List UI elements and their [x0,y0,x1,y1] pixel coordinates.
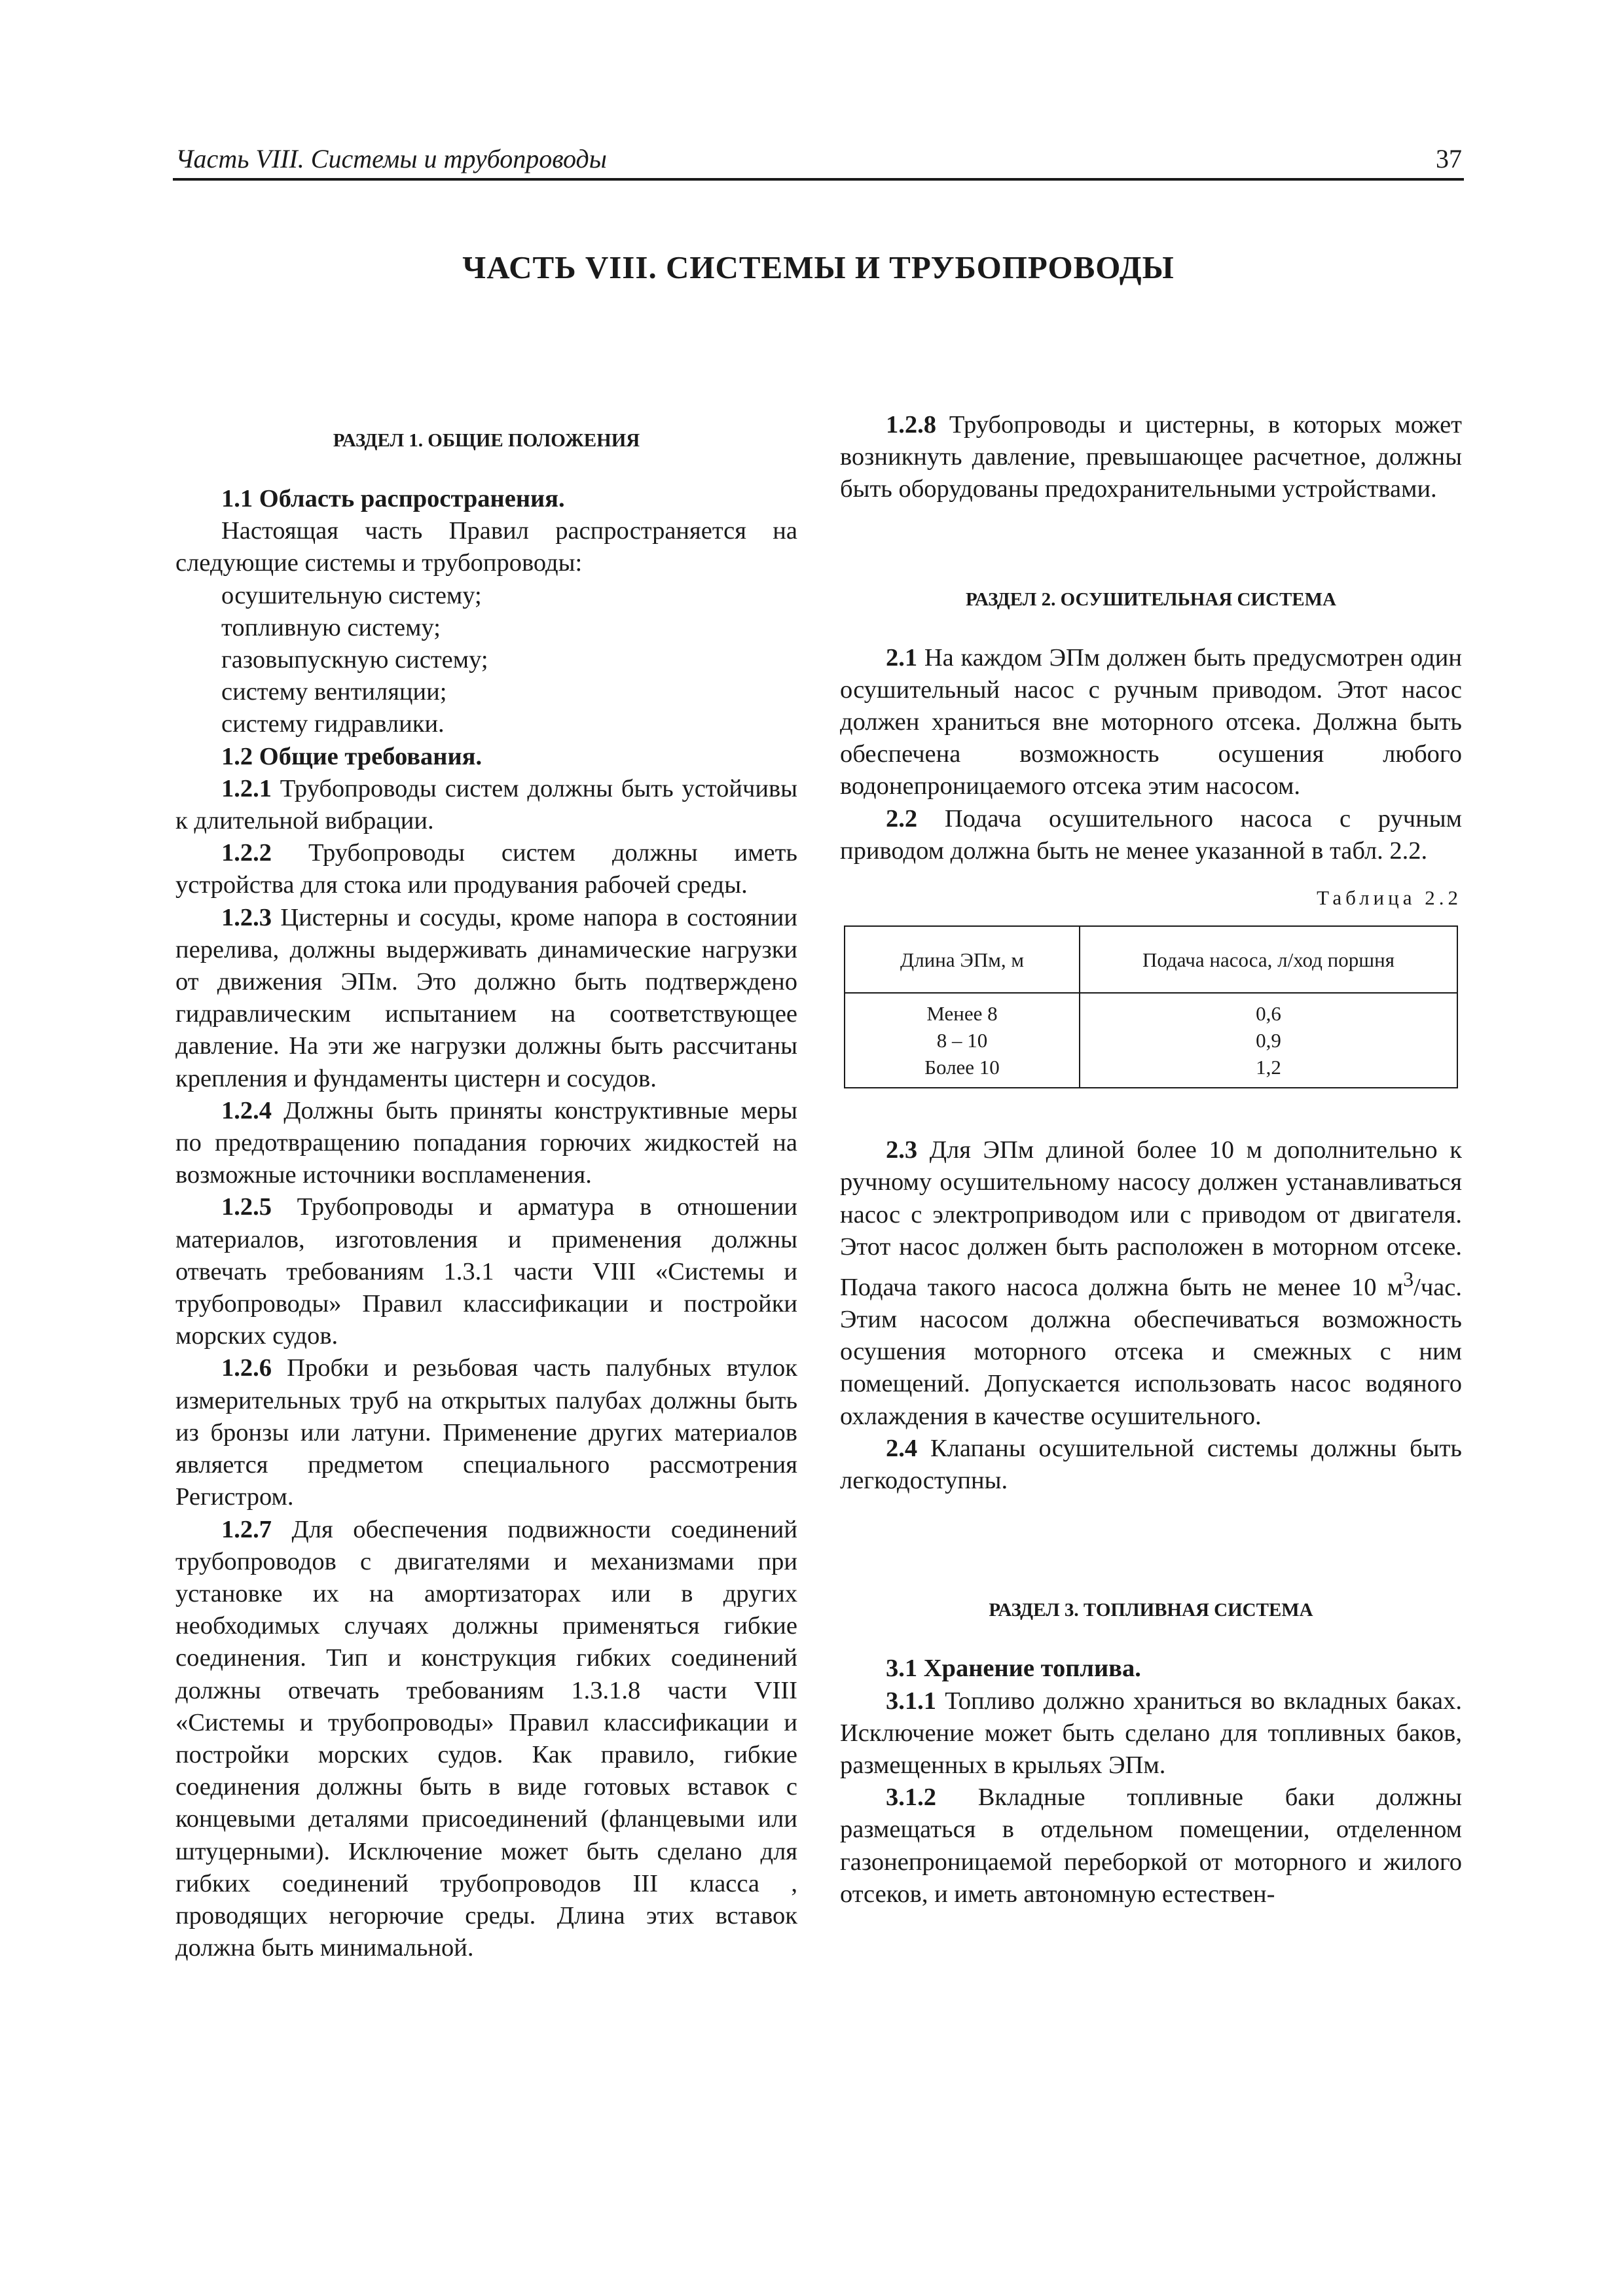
heading-1-2: 1.2 Общие требования. [221,742,483,770]
clause-text: Трубопроводы систем должны быть устойчивы к длительной вибрации. [175,774,797,835]
table-caption: Таблица 2.2 [1317,886,1462,910]
paragraph-1-2-6 [175,1352,797,1513]
list-item: систему вентиляции; [221,678,447,706]
spacer [840,506,1462,568]
table-cell-flows [1080,993,1457,1088]
clause-text: Пробки и резьбовая часть палубных втулок измерительных труб на открытых палубах должны быть из бронзы или латуни. Применение других материалов является предметом специального рассмотрения Регистром. [175,1354,797,1511]
paragraph-1-1: Настоящая часть Правил распространяется на следующие системы и трубопроводы: [175,517,797,577]
clause-text: Вкладные топливные баки должны размещаться в отдельном помещении, отделенном газонепроницаемой переборкой от моторного и жилого отсеков, и иметь автономную естествен- [840,1784,1462,1908]
list-item: систему гидравлики. [221,710,445,738]
clause-text: Трубопроводы и арматура в отношении материалов, изготовления и применения должны отвечать требованиям 1.3.1 части VIII «Системы и трубопроводы» Правил классификации и постройки морских судов. [175,1193,797,1350]
list-item: газовыпускную систему; [221,646,488,674]
clause-number: 2.1 [886,643,918,672]
list-item: осушительную систему; [221,581,482,609]
paragraph-2-2 [840,803,1462,867]
list-item: топливную систему; [221,613,441,641]
pump-capacity-table [844,925,1458,1088]
clause-number: 2.4 [886,1434,918,1462]
heading-1-1: 1.1 Область распространения. [221,485,565,512]
flow-value: 0,6 [1256,1002,1281,1026]
clause-text: Цистерны и сосуды, кроме напора в состоянии перелива, должны выдерживать динамические нагрузки от движения ЭПм. Это должно быть подтверждено гидравлическим испытанием на соответствующее давление. На эти же нагрузки должны быть рассчитаны крепления и фундаменты цистерн и сосудов. [175,903,797,1092]
paragraph-2-4 [840,1433,1462,1497]
clause-text: Топливо должно храниться во вкладных баках. Исключение может быть сделано для топливных баков, размещенных в крыльях ЭПм. [840,1687,1462,1779]
spacer [840,1497,1462,1579]
paragraph-1-2-8 [840,409,1462,506]
section-1-title: РАЗДЕЛ 1. ОБЩИЕ ПОЛОЖЕНИЯ [333,430,640,451]
paragraph-2-3 [840,1134,1462,1433]
clause-number: 3.1.1 [886,1687,936,1715]
page-number: 37 [1436,144,1462,173]
clause-number: 3.1.2 [886,1784,936,1812]
paragraph-1-2-5 [175,1191,797,1352]
clause-number: 2.2 [886,804,918,833]
paragraph-2-1 [840,642,1462,803]
paragraph-1-2-1 [175,773,797,837]
clause-number: 1.2.8 [886,411,936,439]
clause-number: 1.2.6 [221,1354,272,1382]
clause-text: Для ЭПм длиной более 10 м дополнительно к ручному осушительному насосу должен устанавливаться насос с электроприводом или с приводом от двигателя. Этот насос должен быть расположен в моторном отсеке. Подача такого насоса должна быть не менее 10 м [840,1136,1462,1301]
clause-number: 1.2.2 [221,839,272,867]
length-value: Менее 8 [926,1002,998,1026]
section-2-title: РАЗДЕЛ 2. ОСУШИТЕЛЬНАЯ СИСТЕМА [966,588,1336,610]
clause-text: Клапаны осушительной системы должны быть легкодоступны. [840,1434,1462,1495]
table-cell-lengths [845,993,1080,1088]
table-header-flow: Подача насоса, л/ход поршня [1080,926,1457,993]
clause-number: 1.2.7 [221,1515,272,1543]
paragraph-1-2-7 [175,1514,797,1965]
table-header-row [845,926,1457,993]
clause-text: Трубопроводы и цистерны, в которых может возникнуть давление, превышающее расчетное, должны быть оборудованы предохранительными устройствами. [840,411,1462,503]
paragraph-3-1-1 [840,1685,1462,1782]
paragraph-1-2-2 [175,837,797,901]
left-column [175,409,797,1964]
heading-3-1: 3.1 Хранение топлива. [886,1655,1141,1683]
clause-number: 1.2.1 [221,774,272,802]
spacer [840,1088,1462,1134]
clause-text: На каждом ЭПм должен быть предусмотрен один осушительный насос с ручным приводом. Этот насос должен храниться вне моторного отсека. Должна быть обеспечена возможность осушения любого водонепроницаемого отсека этим насосом. [840,643,1462,800]
header-rule [173,178,1464,181]
right-column [840,409,1462,1910]
clause-number: 1.2.5 [221,1193,272,1221]
table-row [845,993,1457,1088]
clause-text: /час. Этим насосом должна обеспечиваться возможность осушения моторного отсека и смежных с ним помещений. Допускается использовать насос водяного охлаждения в качестве осушительного. [840,1273,1462,1430]
length-value: Более 10 [924,1056,1000,1079]
table-header-length: Длина ЭПм, м [845,926,1080,993]
clause-text: Должны быть приняты конструктивные меры по предотвращению попадания горючих жидкостей на возможные источники воспламенения. [175,1096,797,1189]
part-title: ЧАСТЬ VIII. СИСТЕМЫ И ТРУБОПРОВОДЫ [462,249,1175,285]
clause-text: Подача осушительного насоса с ручным приводом должна быть не менее указанной в табл. 2.2. [840,804,1462,865]
length-value: 8 – 10 [936,1029,988,1052]
section-3-title: РАЗДЕЛ 3. ТОПЛИВНАЯ СИСТЕМА [989,1600,1313,1621]
paragraph-1-2-3 [175,902,797,1095]
paragraph-1-2-4 [175,1095,797,1192]
flow-value: 0,9 [1256,1029,1281,1052]
clause-number: 1.2.4 [221,1096,272,1124]
clause-text: Для обеспечения подвижности соединений трубопроводов с двигателями и механизмами при установке их на амортизаторах или в других необходимых случаях должны применяться гибкие соединения. Тип и конструкция гибких соединений должны отвечать требованиям 1.3.1.8 части VIII «Системы и трубопроводы» Правил классификации и постройки морских судов. Как правило, гибкие соединения должны быть в виде готовых вставок с концевыми деталями присоединений (фланцевыми или штуцерными). Исключение может быть сделано для гибких соединений трубопроводов III класса , проводящих негорючие среды. Длина этих вставок должна быть минимальной. [175,1515,797,1962]
paragraph-3-1-2 [840,1782,1462,1910]
superscript: 3 [1403,1267,1414,1291]
flow-value: 1,2 [1256,1056,1281,1079]
clause-number: 2.3 [886,1136,918,1164]
running-header [175,143,1462,175]
running-title: Часть VIII. Системы и трубопроводы [175,144,607,173]
clause-text: Трубопроводы систем должны иметь устройства для стока или продувания рабочей среды. [175,839,797,899]
clause-number: 1.2.3 [221,903,272,931]
